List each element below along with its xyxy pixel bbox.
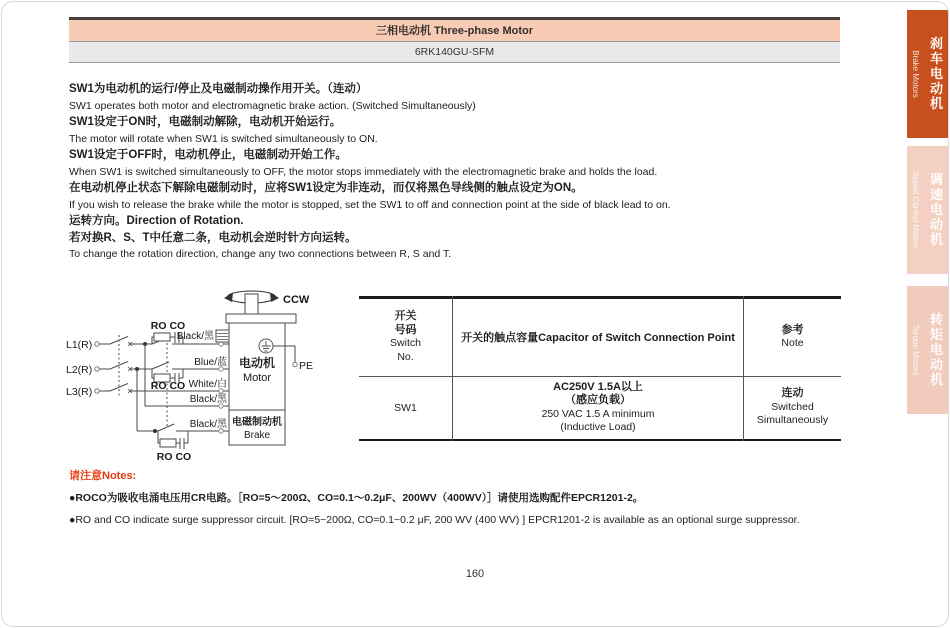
sidebar-tab-speed-control-motors[interactable]	[907, 146, 949, 274]
label-roco: RO CO	[156, 451, 192, 463]
terminal-l1	[95, 342, 99, 346]
note-bullet: ●ROCO为吸收电涌电压用CR电路。［RO=5～200Ω、CO=0.1～0.2μF、200WV（400WV）］请使用选购配件EPCR1201-2。	[69, 492, 644, 504]
body-line: SW1设定于ON时，电磁制动解除，电动机开始运行。	[69, 116, 342, 129]
motor-shaft	[245, 294, 258, 314]
tab-label-cn: 转矩电动机	[928, 312, 943, 388]
terminal-l3	[95, 389, 99, 393]
label-wire-black-3: Black/黑	[189, 419, 227, 430]
body-line: If you wish to release the brake while the motor is stopped, set the SW1 to off and connection point at the side of black lead to on.	[69, 198, 671, 211]
body-line: 运转方向。Direction of Rotation.	[69, 215, 244, 228]
label-l2: L2(R)	[66, 364, 93, 376]
body-line: The motor will rotate when SW1 is switched simultaneously to ON.	[69, 132, 378, 145]
terminal-block	[216, 330, 229, 342]
label-wire-black-2: Black/黑	[189, 394, 227, 405]
resistor-ro	[154, 333, 170, 341]
notes-heading: 请注意Notes:	[69, 470, 137, 482]
notes-section	[69, 467, 854, 535]
body-line: SW1 operates both motor and electromagnetic brake action. (Switched Simultaneously)	[69, 99, 476, 112]
body-line: To change the rotation direction, change any two connections between R, S and T.	[69, 248, 452, 261]
page-header	[69, 17, 840, 63]
label-motor-en: Motor	[242, 372, 272, 384]
product-category-title: 三相电动机 Three-phase Motor	[69, 20, 840, 42]
model-number: 6RK140GU-SFM	[69, 42, 840, 63]
col-header-note: 参考 Note	[781, 323, 804, 349]
col-header-switch-no: 开关 号码 Switch No.	[390, 310, 421, 363]
label-wire-black-1: Black/黑	[176, 331, 214, 342]
label-roco: RO CO	[150, 320, 186, 332]
page-number: 160	[465, 568, 485, 580]
cell-note: 连动 Switched Simultaneously	[756, 387, 829, 427]
body-line: 若对换R、S、T中任意二条，电动机会逆时针方向运转。	[69, 231, 357, 244]
table-rule	[359, 439, 841, 442]
switch-blade	[152, 362, 169, 369]
terminal-l2	[95, 367, 99, 371]
label-brake-cn: 电磁制动机	[232, 417, 282, 428]
resistor-ro	[160, 439, 176, 447]
label-motor-cn: 电动机	[238, 356, 276, 370]
col-header-capacity: 开关的触点容量Capacitor of Switch Connection Point	[461, 332, 735, 344]
label-l1: L1(R)	[66, 339, 93, 351]
description-text	[69, 81, 854, 263]
cell-capacity: AC250V 1.5A以上 （感应负载） 250 VAC 1.5 A minimum (Inductive Load)	[541, 380, 655, 433]
label-l3: L3(R)	[66, 386, 93, 398]
cell-switch-no: SW1	[394, 401, 417, 414]
label-ccw: CCW	[283, 294, 310, 306]
motor-flange	[226, 314, 296, 323]
tab-label-en: Brake Motors	[911, 50, 920, 98]
sidebar-tab-brake-motors[interactable]	[907, 10, 949, 138]
label-pe: PE	[299, 360, 314, 372]
label-roco: RO CO	[150, 380, 186, 392]
body-line: When SW1 is switched simultaneously to OFF, the motor stops immediately with the electromagnetic brake and holds the load.	[69, 165, 658, 178]
label-brake-en: Brake	[243, 430, 271, 441]
catalog-page	[1, 1, 949, 627]
note-bullet: ●RO and CO indicate surge suppressor circuit. [RO=5~200Ω, CO=0.1~0.2 μF, 200 WV (400 WV) ] EPCR1201-2 is available as an optional surge suppressor.	[69, 514, 800, 526]
switch-blade	[158, 424, 174, 431]
label-wire-blue: Blue/蓝	[194, 357, 227, 368]
tab-label-cn: 调速电动机	[928, 172, 943, 248]
body-line: SW1为电动机的运行/停止及电磁制动操作用开关。（连动）	[69, 83, 368, 95]
tab-label-en: Speed Control Motors	[911, 171, 920, 249]
body-line: SW1设定于OFF时，电动机停止，电磁制动开始工作。	[69, 149, 347, 162]
switch-spec-table	[359, 296, 841, 441]
label-wire-white: White/白	[188, 379, 227, 390]
tab-label-cn: 刹车电动机	[928, 36, 943, 112]
tab-label-en: Torque Motors	[911, 324, 920, 376]
sidebar-tab-torque-motors[interactable]	[907, 286, 949, 414]
terminal-pe	[293, 362, 297, 366]
body-line: 在电动机停止状态下解除电磁制动时，应将SW1设定为非连动，而仅将黑色导线侧的触点设定为ON。	[69, 182, 583, 195]
wiring-diagram	[64, 286, 344, 466]
